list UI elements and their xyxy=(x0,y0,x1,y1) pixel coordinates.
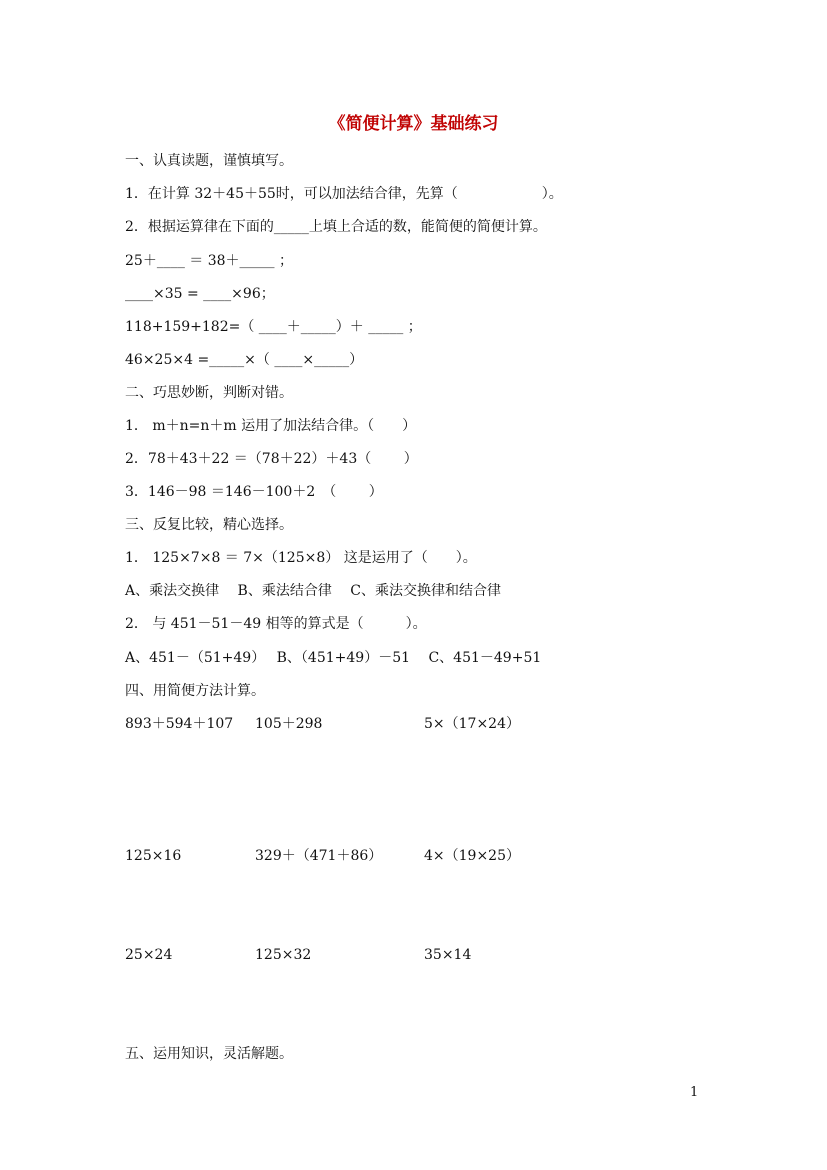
section-1-question-1: 1．在计算 32＋45＋55时，可以加法结合律，先算（ ）。 xyxy=(125,186,563,202)
calc-item: 329＋（471＋86） xyxy=(255,848,383,864)
calc-item: 125×16 xyxy=(125,848,182,864)
calc-item: 25×24 xyxy=(125,947,173,963)
section-3-question-1: 1． 125×7×8 ＝ 7×（125×8） 这是运用了（ ）。 xyxy=(125,550,477,566)
section-1-equation-1: 25＋____ ＝ 38＋_____ ； xyxy=(125,253,293,269)
calc-item: 893＋594＋107 xyxy=(125,716,234,732)
section-1-equation-3: 118+159+182=（ ____＋_____）＋ _____ ； xyxy=(125,319,422,335)
section-5-heading: 五、运用知识，灵活解题。 xyxy=(125,1046,293,1062)
section-3-question-2-options: A、451－（51+49） B、（451+49）－51 C、451－49+51 xyxy=(125,650,542,666)
calc-item: 125×32 xyxy=(255,947,312,963)
calc-item: 4×（19×25） xyxy=(424,848,520,864)
section-2-question-1: 1． m＋n=n＋m 运用了加法结合律。（ ） xyxy=(125,418,417,434)
section-1-heading: 一、认真读题，谨慎填写。 xyxy=(125,153,293,169)
section-1-equation-4: 46×25×4 =_____×（ ____×_____） xyxy=(125,352,364,368)
section-4-heading: 四、用简便方法计算。 xyxy=(125,683,265,699)
calc-item: 5×（17×24） xyxy=(424,716,520,732)
calc-item: 105＋298 xyxy=(255,716,323,732)
section-3-heading: 三、反复比较，精心选择。 xyxy=(125,517,293,533)
page-number: 1 xyxy=(690,1085,699,1100)
section-3-question-1-options: A、乘法交换律 B、乘法结合律 C、乘法交换律和结合律 xyxy=(125,583,502,599)
section-1-question-2: 2．根据运算律在下面的_____上填上合适的数，能简便的简便计算。 xyxy=(125,219,547,235)
calc-item: 35×14 xyxy=(424,947,472,963)
page-title: 《简便计算》基础练习 xyxy=(328,114,499,134)
section-3-question-2: 2． 与 451－51－49 相等的算式是（ ）。 xyxy=(125,616,427,632)
section-2-question-3: 3．146－98 ＝146－100＋2 （ ） xyxy=(125,484,383,500)
section-1-equation-2: ____×35 = ____×96； xyxy=(125,286,275,302)
section-2-question-2: 2．78＋43＋22 ＝（78＋22）＋43（ ） xyxy=(125,451,418,467)
section-2-heading: 二、巧思妙断，判断对错。 xyxy=(125,385,293,401)
